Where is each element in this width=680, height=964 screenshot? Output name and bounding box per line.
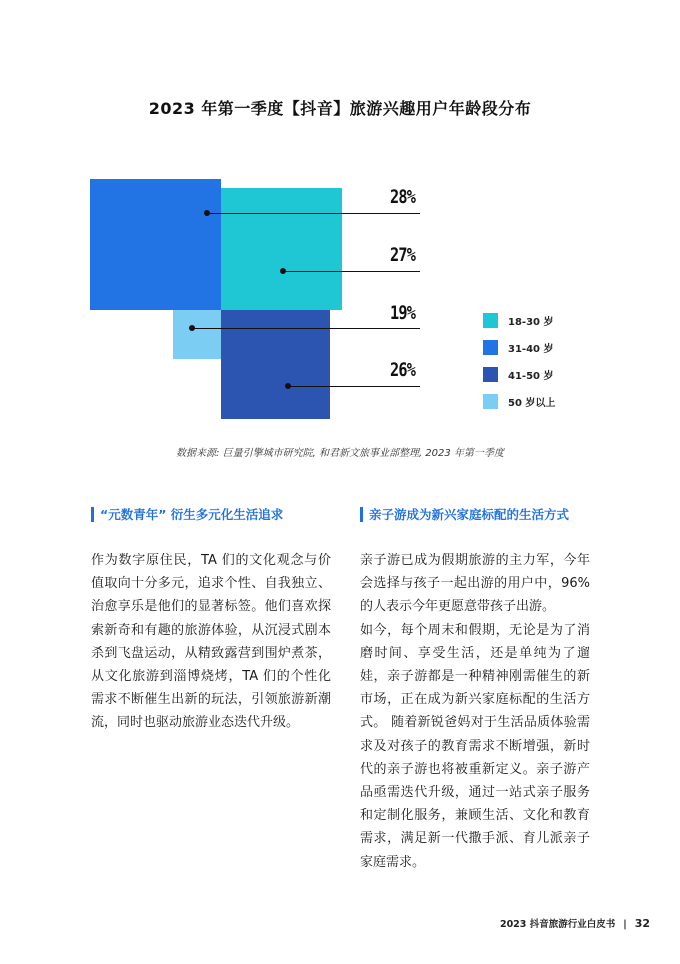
section-youth (91, 505, 331, 735)
legend-item (483, 364, 555, 384)
heading-accent-bar (360, 507, 363, 522)
leader-50-plus (192, 328, 420, 329)
section-body: 作为数字原住民，TA 们的文化观念与价值取向十分多元，追求个性、自我独立、治愈享乐是他们的显著标签。他们喜欢探索新奇和有趣的旅游体验，从沉浸式剧本杀到飞盘运动，从精致露营到围炉煮茶，从文化旅游到淄博烧烤，TA 们的个性化需求不断催生出新的玩法，引领旅游新潮流，同时也驱动旅游业态迭代升级。 (91, 553, 331, 731)
square-50-plus (173, 310, 221, 359)
heading-accent-bar (91, 507, 94, 522)
section-heading (360, 505, 590, 523)
legend-swatch (483, 394, 498, 409)
page-footer (500, 916, 650, 930)
legend-swatch (483, 313, 498, 328)
footer-doc-title: 2023 抖音旅游行业白皮书 (499, 919, 616, 930)
chart-legend (483, 310, 555, 418)
age-distribution-chart (0, 0, 680, 440)
leader-18-30 (283, 271, 420, 272)
leader-31-40 (207, 213, 420, 214)
legend-swatch (483, 340, 498, 355)
footer-separator: | (623, 919, 627, 930)
section-body: 亲子游已成为假期旅游的主力军，今年会选择与孩子一起出游的用户中，96%的人表示今年更愿意带孩子出游。 如今，每个周末和假期，无论是为了消磨时间、享受生活，还是单纯为了遛娃，亲子游都是一种精神刚需催生的新市场，正在成为新兴家庭标配的生活方式。 随着新锐爸妈对于生活品质体验需求及对孩子的教育需求不断增强，新时代的亲子游也将被重新定义。亲子游产品亟需迭代升级，通过一站式亲子服务和定制化服务，兼顾生活、文化和教育需求，满足新一代撒手派、育儿派亲子家庭需求。 (360, 553, 590, 870)
section-heading (91, 505, 331, 523)
legend-item (483, 337, 555, 357)
pct-label-50-plus: 19% (390, 302, 416, 324)
leader-41-50 (288, 386, 420, 387)
section-heading-text: 亲子游成为新兴家庭标配的生活方式 (369, 507, 570, 522)
legend-swatch (483, 367, 498, 382)
legend-label: 18-30 岁 (508, 316, 554, 328)
square-18-30 (221, 188, 342, 310)
chart-title: 2023 年第一季度【抖音】旅游兴趣用户年龄段分布 (148, 99, 532, 118)
pct-label-41-50: 26% (390, 359, 416, 381)
square-31-40 (90, 179, 221, 310)
square-41-50 (221, 310, 330, 419)
legend-item (483, 391, 555, 411)
pct-label-18-30: 27% (390, 244, 416, 266)
section-family-travel (360, 505, 590, 874)
pct-label-31-40: 28% (390, 186, 416, 208)
data-source-note: 数据来源: 巨量引擎城市研究院, 和君新文旅事业部整理, 2023 年第一季度 (176, 448, 504, 459)
legend-label: 41-50 岁 (508, 370, 554, 382)
section-heading-text: “元数青年” 衍生多元化生活追求 (100, 507, 284, 522)
legend-label: 31-40 岁 (508, 343, 554, 355)
page-number: 32 (634, 917, 650, 930)
legend-item (483, 310, 555, 330)
legend-label: 50 岁以上 (508, 397, 556, 409)
